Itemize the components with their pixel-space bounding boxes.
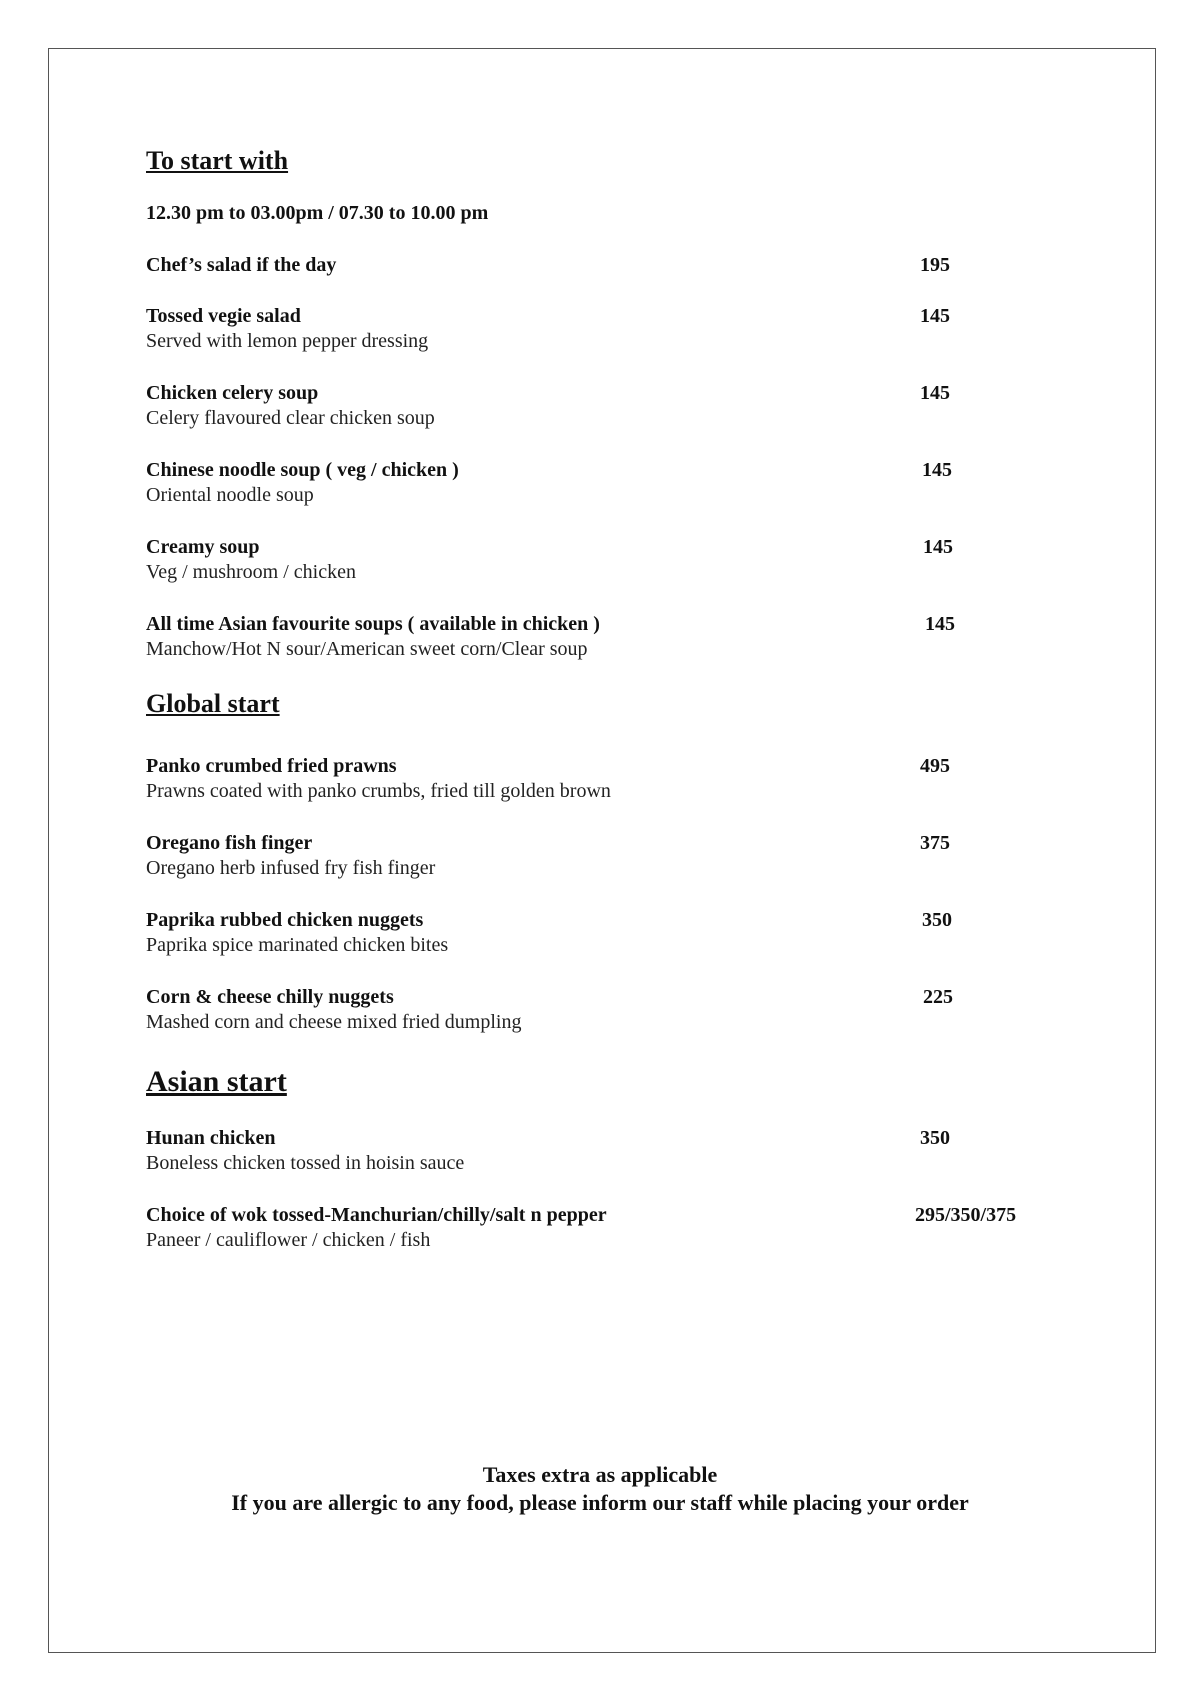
- footer-allergy-note: If you are allergic to any food, please inform our staff while placing your order: [231, 1490, 969, 1515]
- menu-item-description: Oregano herb infused fry fish finger: [146, 857, 436, 879]
- menu-item-price: 350: [920, 1127, 950, 1149]
- menu-item-description: Mashed corn and cheese mixed fried dumpling: [146, 1011, 522, 1033]
- menu-item-description: Veg / mushroom / chicken: [146, 561, 356, 583]
- menu-item-price: 195: [920, 254, 950, 276]
- menu-item-name: Creamy soup: [146, 536, 260, 558]
- menu-item-description: Manchow/Hot N sour/American sweet corn/Clear soup: [146, 638, 588, 660]
- menu-item-name: Hunan chicken: [146, 1127, 276, 1149]
- menu-item-name: Panko crumbed fried prawns: [146, 755, 397, 777]
- menu-item-price: 145: [925, 613, 955, 635]
- menu-item-name: Corn & cheese chilly nuggets: [146, 986, 394, 1008]
- menu-item-description: Oriental noodle soup: [146, 484, 314, 506]
- menu-item-price: 145: [920, 305, 950, 327]
- menu-item-description: Prawns coated with panko crumbs, fried till golden brown: [146, 780, 611, 802]
- menu-item-price: 225: [923, 986, 953, 1008]
- menu-item-price: 495: [920, 755, 950, 777]
- menu-item-description: Paprika spice marinated chicken bites: [146, 934, 449, 956]
- menu-item-name: Tossed vegie salad: [146, 305, 301, 327]
- menu-item-price: 350: [922, 909, 952, 931]
- menu-item-description: Boneless chicken tossed in hoisin sauce: [146, 1152, 465, 1174]
- menu-item-price: 295/350/375: [915, 1204, 1017, 1226]
- menu-item-name: All time Asian favourite soups ( available in chicken ): [146, 613, 600, 635]
- menu-item-name: Chef’s salad if the day: [146, 254, 337, 276]
- menu-item-price: 145: [920, 382, 950, 404]
- menu-item-description: Served with lemon pepper dressing: [146, 330, 429, 352]
- menu-item-description: Celery flavoured clear chicken soup: [146, 407, 435, 429]
- menu-item-price: 375: [920, 832, 950, 854]
- menu-item-name: Chinese noodle soup ( veg / chicken ): [146, 459, 459, 481]
- menu-item-name: Choice of wok tossed-Manchurian/chilly/salt n pepper: [146, 1204, 607, 1226]
- serving-hours: 12.30 pm to 03.00pm / 07.30 to 10.00 pm: [146, 202, 489, 224]
- menu-item-description: Paneer / cauliflower / chicken / fish: [146, 1229, 431, 1251]
- menu-item-name: Paprika rubbed chicken nuggets: [146, 909, 424, 931]
- section-heading-asian-start: Asian start: [146, 1065, 287, 1098]
- menu-item-price: 145: [922, 459, 952, 481]
- menu-item-name: Oregano fish finger: [146, 832, 313, 854]
- menu-item-price: 145: [923, 536, 953, 558]
- section-heading-to-start-with: To start with: [146, 146, 289, 175]
- section-heading-global-start: Global start: [146, 689, 280, 718]
- footer-taxes-note: Taxes extra as applicable: [482, 1462, 718, 1487]
- menu-item-name: Chicken celery soup: [146, 382, 319, 404]
